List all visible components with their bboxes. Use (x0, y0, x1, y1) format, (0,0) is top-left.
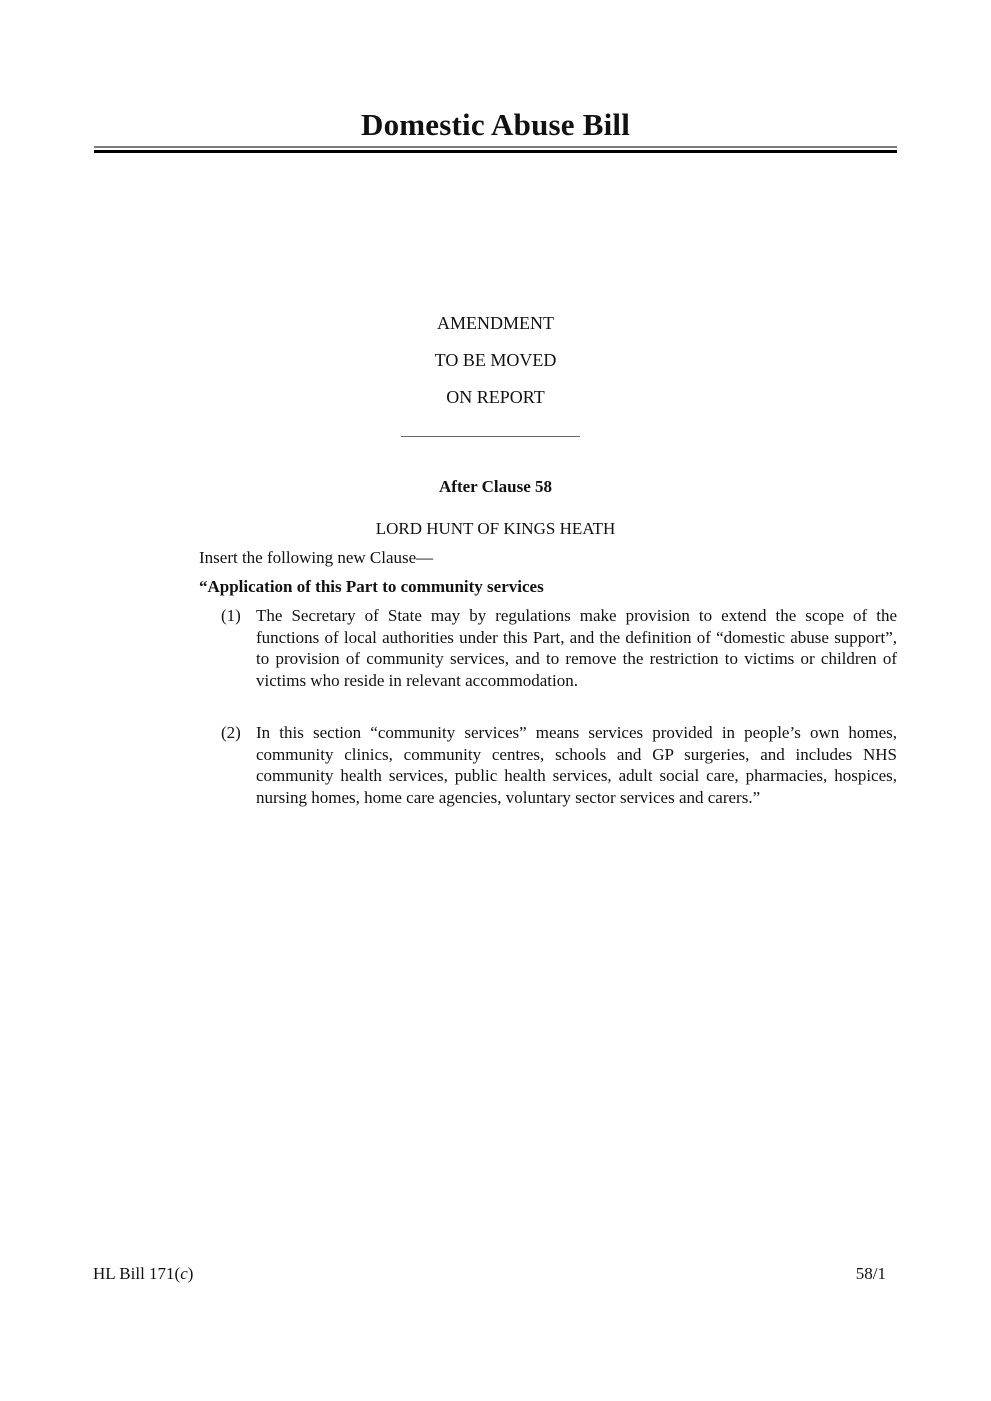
subsection-1 (221, 605, 897, 691)
heading-line-amendment: AMENDMENT (437, 313, 554, 333)
title-rule-thin (94, 146, 897, 148)
subsection-text: In this section “community services” means services provided in people’s own homes, community clinics, community centres, schools and GP surgeries, and includes NHS community health services, public health services, adult social care, pharmacies, hospices, nursing homes, home care agencies, voluntary sector services and carers.” (256, 723, 897, 807)
subsection-text: The Secretary of State may by regulations make provision to extend the scope of the functions of local authorities under this Part, and the definition of “domestic abuse support”, to provision of community services, and to remove the restriction to victims or children of victims who reside in relevant accommodation. (256, 606, 897, 690)
amendment-heading (0, 305, 991, 416)
heading-separator (401, 436, 580, 437)
heading-line-on-report: ON REPORT (446, 387, 545, 407)
subsection-number: (2) (221, 723, 241, 742)
amendment-sponsor: LORD HUNT OF KINGS HEATH (375, 519, 616, 538)
subsection-2 (221, 722, 897, 808)
new-clause-title: “Application of this Part to community services (199, 577, 544, 596)
bill-reference-close: ) (187, 1264, 194, 1283)
amendment-location: After Clause 58 (439, 477, 552, 496)
bill-reference-italic: c (180, 1264, 188, 1283)
subsection-number: (1) (221, 606, 241, 625)
bill-reference-prefix: HL Bill 171( (93, 1264, 181, 1283)
amendment-number: 58/1 (855, 1264, 886, 1283)
page-title: Domestic Abuse Bill (360, 107, 631, 142)
title-rule-thick (94, 150, 897, 153)
amendment-instruction: Insert the following new Clause— (199, 548, 434, 567)
heading-line-to-be-moved: TO BE MOVED (434, 350, 557, 370)
bill-reference (93, 1263, 193, 1284)
